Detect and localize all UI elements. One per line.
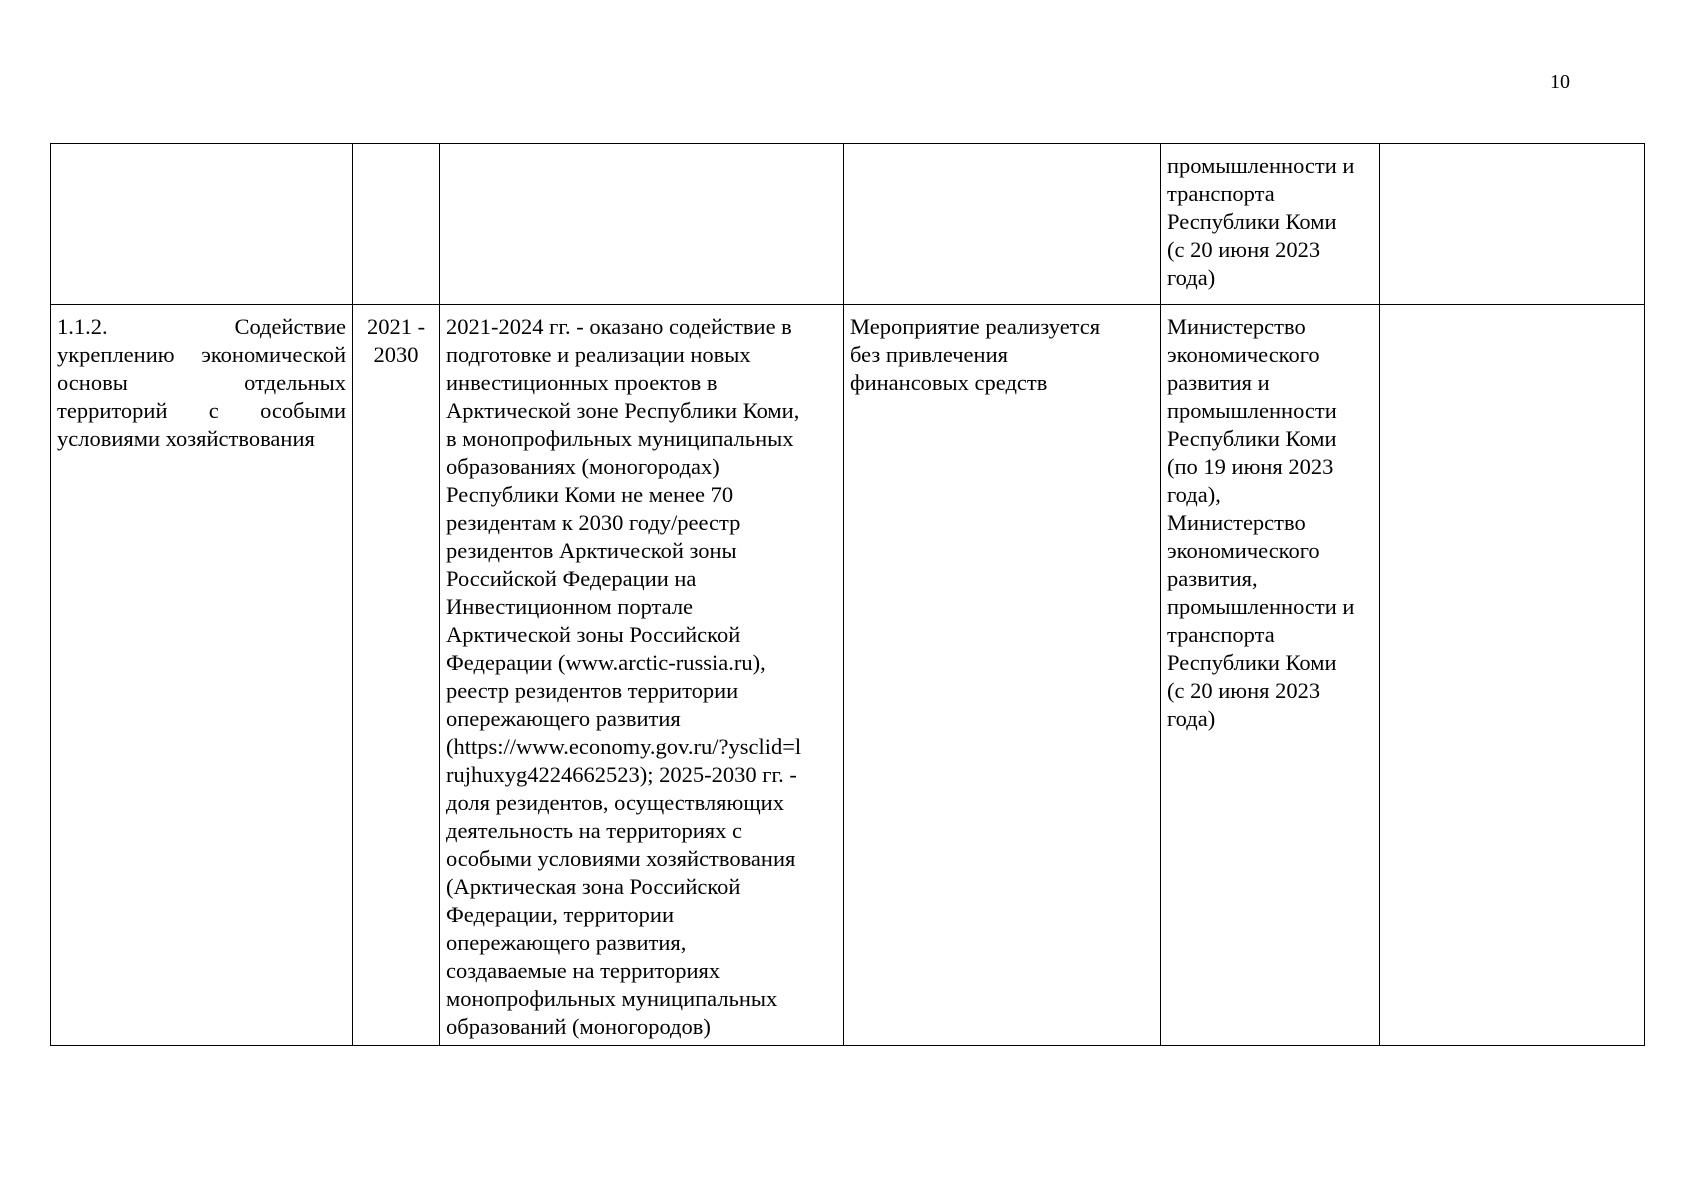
- responsible-line: промышленности и: [1167, 594, 1355, 619]
- responsible-line: Республики Коми: [1167, 426, 1337, 451]
- result-line: опережающего развития: [446, 706, 681, 731]
- result-line: подготовке и реализации новых: [446, 342, 751, 367]
- notes-cell: [1380, 144, 1645, 305]
- responsible-cell: [1161, 305, 1380, 1046]
- table-row: [51, 305, 1645, 1046]
- result-line: деятельность на территориях с: [446, 818, 742, 843]
- result-line: инвестиционных проектов в: [446, 370, 718, 395]
- responsible-line: Республики Коми: [1167, 209, 1337, 234]
- result-line: Федерации (www.arctic-russia.ru),: [446, 650, 766, 675]
- responsible-cell: [1161, 144, 1380, 305]
- period-line: 2021 -: [366, 314, 426, 339]
- result-line: резидентам к 2030 году/реестр: [446, 510, 741, 535]
- result-line: реестр резидентов территории: [446, 678, 739, 703]
- responsible-line: (по 19 июня 2023: [1167, 454, 1334, 479]
- result-line: в монопрофильных муниципальных: [446, 426, 794, 451]
- notes-cell: [1380, 305, 1645, 1046]
- result-line: создаваемые на территориях: [446, 958, 721, 983]
- responsible-line: транспорта: [1167, 622, 1275, 647]
- result-line: доля резидентов, осуществляющих: [446, 790, 784, 815]
- result-line: Федерации, территории: [446, 902, 674, 927]
- responsible-line: (с 20 июня 2023: [1167, 678, 1321, 703]
- responsible-line: года): [1167, 706, 1216, 731]
- responsible-line: года),: [1167, 482, 1221, 507]
- responsible-line: экономического: [1167, 342, 1320, 367]
- result-cell: [440, 305, 844, 1046]
- financing-line: Мероприятие реализуется: [850, 314, 1101, 339]
- responsible-line: Республики Коми: [1167, 650, 1337, 675]
- financing-cell: [844, 144, 1161, 305]
- page-number: 10: [1550, 71, 1570, 93]
- responsible-line: промышленности и: [1167, 153, 1355, 178]
- result-line: опережающего развития,: [446, 930, 687, 955]
- responsible-line: экономического: [1167, 538, 1320, 563]
- responsible-line: транспорта: [1167, 181, 1275, 206]
- measure-cell: [51, 144, 353, 305]
- period-line: 2030: [373, 342, 419, 367]
- result-line: (Арктическая зона Российской: [446, 874, 741, 899]
- period-cell: [353, 305, 440, 1046]
- financing-cell: [844, 305, 1161, 1046]
- financing-line: без привлечения: [850, 342, 1008, 367]
- measure-cell: 1.1.2. Содействие укреплению экономической основы отдельных территорий с особыми условиями хозяйствования: [51, 305, 353, 1046]
- result-line: Республики Коми не менее 70: [446, 482, 734, 507]
- result-line: резидентов Арктической зоны: [446, 538, 737, 563]
- responsible-line: Министерство: [1167, 314, 1306, 339]
- period-cell: [353, 144, 440, 305]
- measures-table: [50, 143, 1645, 1046]
- responsible-line: Министерство: [1167, 510, 1306, 535]
- result-line: 2021-2024 гг. - оказано содействие в: [446, 314, 792, 339]
- result-line: Российской Федерации на: [446, 566, 697, 591]
- result-line: особыми условиями хозяйствования: [446, 846, 796, 871]
- result-line: (https://www.economy.gov.ru/?ysclid=l: [446, 734, 802, 759]
- table-row: [51, 144, 1645, 305]
- result-cell: [440, 144, 844, 305]
- result-line: образований (моногородов): [446, 1014, 711, 1039]
- result-line: Арктической зоны Российской: [446, 622, 741, 647]
- responsible-line: (с 20 июня 2023: [1167, 237, 1321, 262]
- result-line: образованиях (моногородах): [446, 454, 720, 479]
- responsible-line: промышленности: [1167, 398, 1337, 423]
- responsible-line: развития,: [1167, 566, 1258, 591]
- responsible-line: развития и: [1167, 370, 1270, 395]
- responsible-line: года): [1167, 265, 1216, 290]
- financing-line: финансовых средств: [850, 370, 1048, 395]
- result-line: монопрофильных муниципальных: [446, 986, 778, 1011]
- result-line: Арктической зоне Республики Коми,: [446, 398, 800, 423]
- result-line: rujhuxyg4224662523); 2025-2030 гг. -: [446, 762, 797, 787]
- result-line: Инвестиционном портале: [446, 594, 694, 619]
